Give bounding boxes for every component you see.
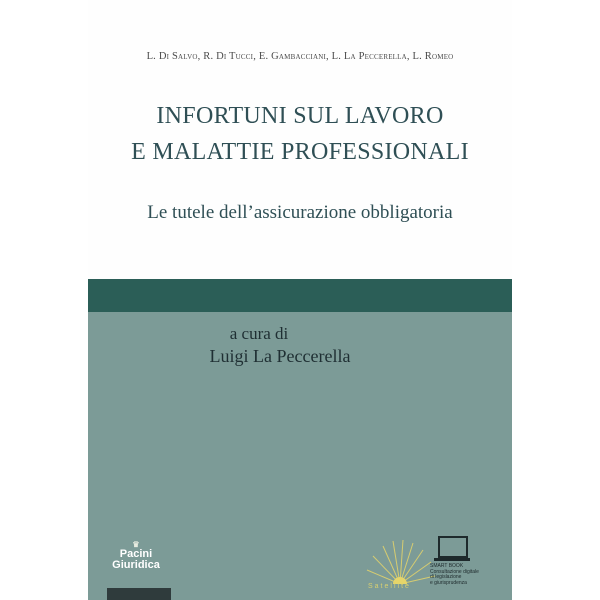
smart-book-badge xyxy=(426,536,506,594)
publisher-name-line2: Giuridica xyxy=(112,559,160,571)
publisher-base-bar xyxy=(107,588,171,600)
cover-band xyxy=(88,279,512,312)
editor-prefix: a cura di xyxy=(229,324,289,343)
title-line-2: E MALATTIE PROFESSIONALI xyxy=(131,139,469,165)
publisher-logo xyxy=(105,540,167,586)
series-label: Satellite xyxy=(368,583,411,590)
authors-line: L. Di Salvo, R. Di Tucci, E. Gambacciani, L. La Peccerella, L. Romeo xyxy=(146,51,454,62)
smart-book-label: SMART BOOK Consultazione digitale di legislazione e giurisprudenza xyxy=(430,563,479,586)
publisher-name-line1: Pacini xyxy=(119,548,153,560)
monitor-icon xyxy=(438,536,468,558)
title-line-1: INFORTUNI SUL LAVORO xyxy=(156,103,444,129)
book-title xyxy=(88,98,512,170)
editor-name: Luigi La Peccerella xyxy=(209,346,351,366)
sun-rays-icon xyxy=(365,540,435,584)
crown-icon: ♛ xyxy=(132,540,140,549)
monitor-stand xyxy=(434,558,470,561)
book-subtitle: Le tutele dell’assicurazione obbligatoria xyxy=(147,202,453,223)
